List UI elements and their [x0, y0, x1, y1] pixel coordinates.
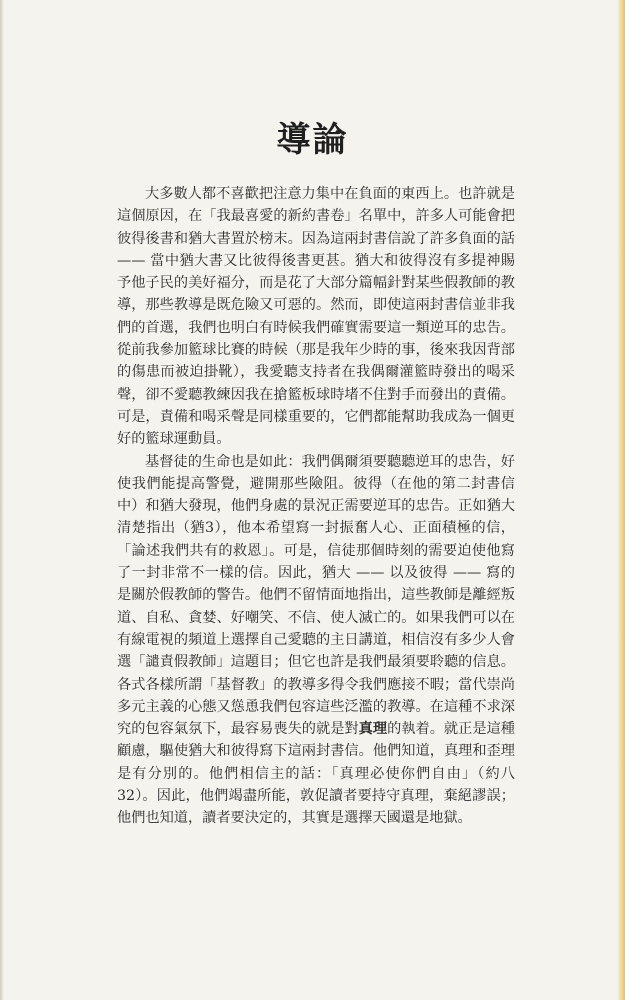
emphasis-truth: 真理 [358, 721, 388, 738]
paragraph-2-text-b: 的執着。就正是這種顧慮，驅使猶大和彼得寫下這兩封書信。他們知道，真理和歪理是有分別的。他們相信主的話：「真理必使你們自由」（約八32）。因此，他們竭盡所能，敦促讀者要持守真理，棄絕謬誤；他們也知道，讀者要決定的，其實是選擇天國還是地獄。 [117, 721, 515, 827]
paragraph-2-text-a: 基督徒的生命也是如此：我們偶爾須要聽聽逆耳的忠告，好使我們能提高警覺，避開那些險阻。彼得（在他的第二封書信中）和猶大發現，他們身處的景況正需要逆耳的忠告。正如猶大清楚指出（猶3），他本希望寫一封振奮人心、正面積極的信，「論述我們共有的救恩」。可是，信徒那個時刻的需要迫使他寫了一封非常不一樣的信。因此，猶大 —— 以及彼得 —— 寫的是關於假教師的警告。他們不留情面地指出，這些教師是離經叛道、自私、貪婪、好嘲笑、不信、使人滅亡的。如果我們可以在有線電視的頻道上選擇自己愛聽的主日講道，相信沒有多少人會選「譴責假教師」這題目；但它也許是我們最須要聆聽的信息。各式各樣所謂「基督教」的教導多得令我們應接不暇；當代崇尚多元主義的心態又慫恿我們包容這些泛濫的教導。在這種不求深究的包容氣氛下，最容易喪失的就是對 [117, 453, 515, 738]
body-text [117, 183, 515, 830]
page-title: 導論 [276, 120, 349, 160]
paragraph-2 [117, 451, 515, 830]
paragraph-1: 大多數人都不喜歡把注意力集中在負面的東西上。也許就是這個原因，在「我最喜愛的新約書卷」名單中，許多人可能會把彼得後書和猶大書置於榜末。因為這兩封書信說了許多負面的話 —— 當中猶大書又比彼得後書更甚。猶大和彼得沒有多提神賜予他子民的美好福分，而是花了大部分篇幅針對某些假教師的教導，那些教導是既危險又可惡的。然而，即使這兩封書信並非我們的首選，我們也明白有時候我們確實需要這一類逆耳的忠告。從前我參加籃球比賽的時候（那是我年少時的事，後來我因背部的傷患而被迫掛靴），我愛聽支持者在我偶爾灌籃時發出的喝采聲，卻不愛聽教練因我在搶籃板球時堵不住對手而發出的責備。可是，責備和喝采聲是同樣重要的，它們都能幫助我成為一個更好的籃球運動員。 [117, 186, 515, 448]
